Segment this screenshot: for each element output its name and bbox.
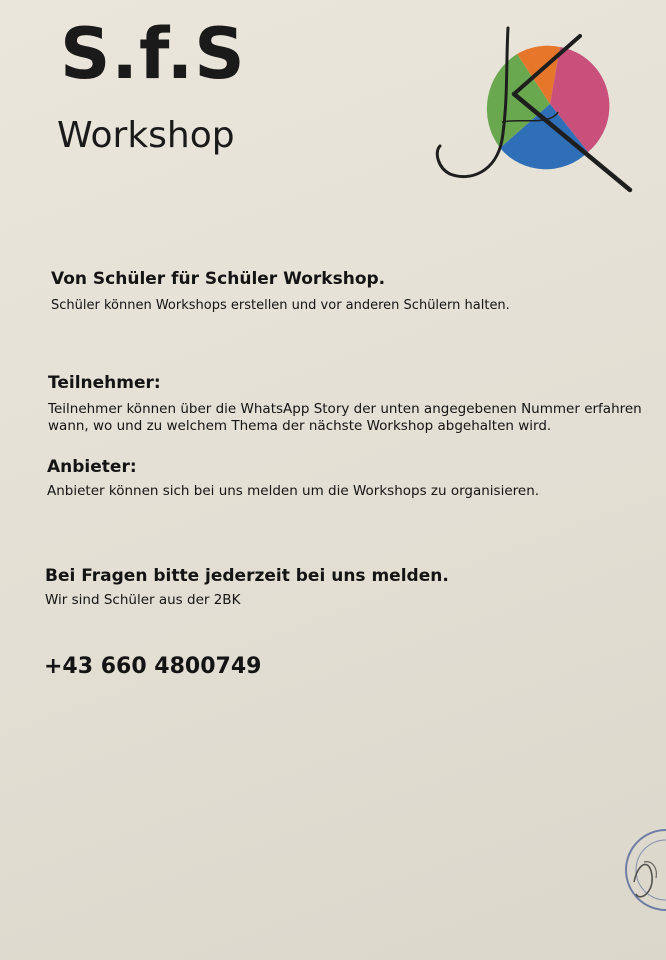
- providers-text: Anbieter können sich bei uns melden um die Workshops zu organisieren.: [47, 483, 540, 499]
- brand-title: S.f.S: [60, 13, 246, 95]
- brand-subtitle: Workshop: [57, 115, 235, 156]
- intro-heading: Von Schüler für Schüler Workshop.: [51, 269, 386, 289]
- contact-text: Wir sind Schüler aus der 2BK: [45, 592, 241, 608]
- intro-text: Schüler können Workshops erstellen und vor anderen Schülern halten.: [51, 298, 510, 313]
- participants-heading: Teilnehmer:: [48, 373, 161, 393]
- participants-line-2: wann, wo und zu welchem Thema der nächste Workshop abgehalten wird.: [48, 418, 552, 434]
- contact-heading: Bei Fragen bitte jederzeit bei uns melden.: [45, 566, 449, 586]
- sfs-logo-icon: [430, 22, 640, 197]
- phone-number: +43 660 4800749: [44, 654, 262, 679]
- participants-line-1: Teilnehmer können über die WhatsApp Story der unten angegebenen Nummer erfahren: [48, 401, 642, 417]
- school-seal-stamp-icon: [622, 822, 666, 918]
- providers-heading: Anbieter:: [47, 457, 137, 477]
